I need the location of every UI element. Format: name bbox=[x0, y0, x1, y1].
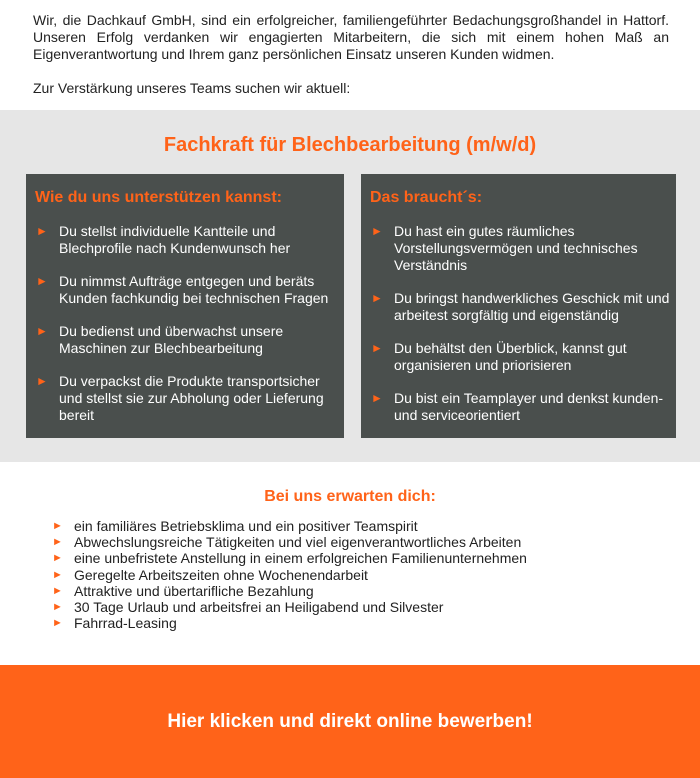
requirements-heading: Das braucht´s: bbox=[370, 189, 483, 206]
requirements-panel bbox=[361, 174, 676, 438]
list-item-text: Fahrrad-Leasing bbox=[74, 615, 177, 632]
list-item-text: Du nimmst Aufträge entgegen und beräts Kunden fachkundig bei technischen Fragen bbox=[59, 273, 329, 306]
intro-paragraph: Wir, die Dachkauf GmbH, sind ein erfolgreicher, familiengeführter Bedachungsgroßhandel in Hattorf. Unseren Erfolg verdanken wir engagierten Mitarbeitern, die sich mit einem hohen Maß an Eigenverantwortung und Ihrem ganz persönlichen Einsatz unseren Kunden widmen. bbox=[33, 12, 669, 62]
list-item bbox=[52, 599, 527, 615]
list-item-text: Du verpackst die Produkte transportsicher und stellst sie zur Abholung oder Lieferung bereit bbox=[59, 373, 324, 423]
list-item bbox=[26, 373, 344, 424]
list-item-text: Attraktive und übertarifliche Bezahlung bbox=[74, 582, 314, 599]
triangle-bullet-icon: ► bbox=[52, 552, 63, 565]
triangle-bullet-icon: ► bbox=[36, 374, 48, 388]
list-item bbox=[361, 290, 676, 324]
apply-online-label: Hier klicken und direkt online bewerben! bbox=[167, 710, 533, 732]
list-item-text: eine unbefristete Anstellung in einem erfolgreichen Familienunternehmen bbox=[74, 550, 527, 567]
triangle-bullet-icon: ► bbox=[52, 568, 63, 581]
list-item-text: Du stellst individuelle Kantteile und Blechprofile nach Kundenwunsch her bbox=[59, 223, 291, 256]
list-item-text: Du bedienst und überwachst unsere Maschinen zur Blechbearbeitung bbox=[59, 323, 284, 356]
triangle-bullet-icon: ► bbox=[371, 291, 383, 305]
tasks-panel bbox=[26, 174, 344, 438]
job-section bbox=[0, 110, 700, 462]
list-item bbox=[26, 323, 344, 357]
list-item-text: Geregelte Arbeitszeiten ohne Wochenendarbeit bbox=[74, 566, 368, 583]
job-title: Fachkraft für Blechbearbeitung (m/w/d) bbox=[163, 134, 537, 156]
list-item bbox=[26, 223, 344, 257]
apply-online-button[interactable] bbox=[0, 665, 700, 778]
list-item bbox=[361, 390, 676, 424]
list-item-text: Du bist ein Teamplayer und denkst kunden- und serviceorientiert bbox=[394, 390, 664, 423]
requirements-list bbox=[361, 223, 676, 424]
list-item bbox=[52, 583, 527, 599]
triangle-bullet-icon: ► bbox=[371, 391, 383, 405]
triangle-bullet-icon: ► bbox=[36, 324, 48, 338]
intro-text bbox=[0, 0, 700, 97]
list-item-text: 30 Tage Urlaub und arbeitsfrei an Heiligabend und Silvester bbox=[74, 599, 444, 616]
triangle-bullet-icon: ► bbox=[371, 224, 383, 238]
tasks-heading: Wie du uns unterstützen kannst: bbox=[35, 189, 282, 206]
list-item-text: Abwechslungsreiche Tätigkeiten und viel eigenverantwortliches Arbeiten bbox=[74, 534, 522, 551]
list-item bbox=[52, 534, 527, 550]
triangle-bullet-icon: ► bbox=[52, 536, 63, 549]
list-item-text: Du hast ein gutes räumliches Vorstellungsvermögen und technisches Verständnis bbox=[394, 223, 638, 273]
triangle-bullet-icon: ► bbox=[52, 584, 63, 597]
list-item bbox=[52, 550, 527, 566]
triangle-bullet-icon: ► bbox=[36, 224, 48, 238]
list-item bbox=[361, 340, 676, 374]
triangle-bullet-icon: ► bbox=[371, 341, 383, 355]
benefits-heading: Bei uns erwarten dich: bbox=[264, 488, 436, 505]
list-item bbox=[26, 273, 344, 307]
benefits-list bbox=[52, 518, 527, 631]
intro-subline: Zur Verstärkung unseres Teams suchen wir aktuell: bbox=[33, 80, 351, 96]
list-item-text: Du bringst handwerkliches Geschick mit und arbeitest sorgfältig und eigenständig bbox=[394, 290, 670, 323]
list-item-text: ein familiäres Betriebsklima und ein positiver Teamspirit bbox=[74, 518, 418, 534]
tasks-list bbox=[26, 223, 344, 424]
triangle-bullet-icon: ► bbox=[52, 520, 63, 532]
triangle-bullet-icon: ► bbox=[52, 601, 63, 614]
list-item bbox=[52, 518, 527, 534]
list-item bbox=[361, 223, 676, 274]
list-item bbox=[52, 567, 527, 583]
triangle-bullet-icon: ► bbox=[36, 274, 48, 288]
triangle-bullet-icon: ► bbox=[52, 617, 63, 630]
list-item-text: Du behältst den Überblick, kannst gut organisieren und priorisieren bbox=[394, 340, 627, 373]
benefits-section bbox=[0, 462, 700, 665]
list-item bbox=[52, 615, 527, 631]
